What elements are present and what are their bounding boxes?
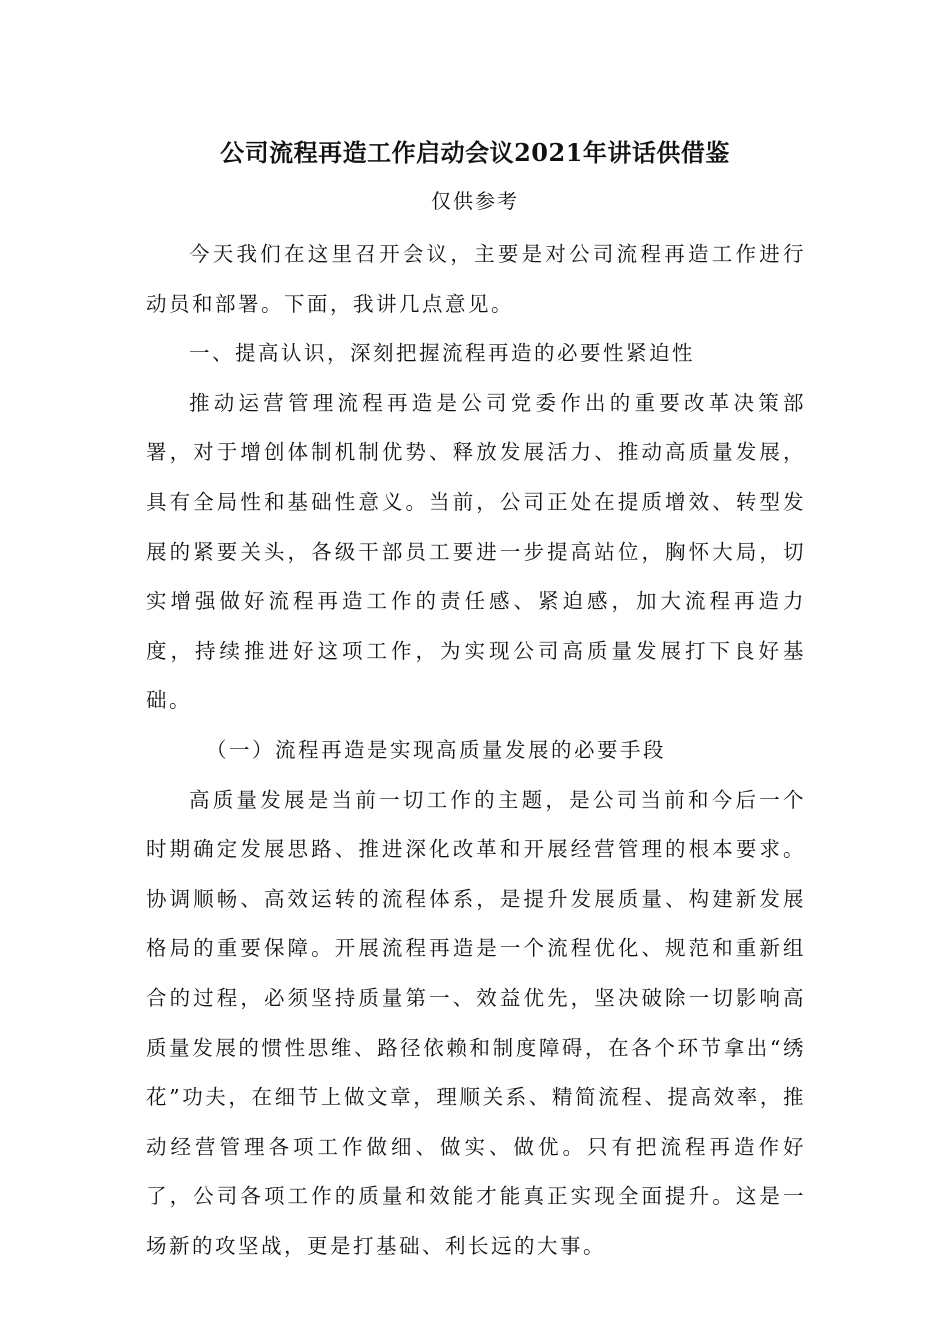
section-heading-1: 一、提高认识，深刻把握流程再造的必要性紧迫性 — [189, 341, 695, 366]
paragraph-intro: 今天我们在这里召开会议，主要是对公司流程再造工作进行动员和部署。下面，我讲几点意见。 — [146, 242, 806, 316]
document-body — [146, 230, 806, 1271]
document-subtitle: 仅供参考 — [431, 189, 519, 213]
paragraph-subsection-1: 高质量发展是当前一切工作的主题，是公司当前和今后一个时期确定发展思路、推进深化改革和开展经营管理的根本要求。协调顺畅、高效运转的流程体系，是提升发展质量、构建新发展格局的重要保障。开展流程再造是一个流程优化、规范和重新组合的过程，必须坚持质量第一、效益优先，坚决破除一切影响高质量发展的惯性思维、路径依赖和制度障碍，在各个环节拿出“绣花”功夫，在细节上做文章，理顺关系、精简流程、提高效率，推动经营管理各项工作做细、做实、做优。只有把流程再造作好了，公司各项工作的质量和效能才能真正实现全面提升。这是一场新的攻坚战，更是打基础、利长远的大事。 — [146, 787, 806, 1258]
document-title: 公司流程再造工作启动会议2021年讲话供借鉴 — [220, 138, 730, 167]
paragraph-section-1: 推动运营管理流程再造是公司党委作出的重要改革决策部署，对于增创体制机制优势、释放发展活力、推动高质量发展，具有全局性和基础性意义。当前，公司正处在提质增效、转型发展的紧要关头，各级干部员工要进一步提高站位，胸怀大局，切实增强做好流程再造工作的责任感、紧迫感，加大流程再造力度，持续推进好这项工作，为实现公司高质量发展打下良好基础。 — [146, 390, 806, 713]
subsection-heading-1: （一）流程再造是实现高质量发展的必要手段 — [206, 737, 666, 762]
